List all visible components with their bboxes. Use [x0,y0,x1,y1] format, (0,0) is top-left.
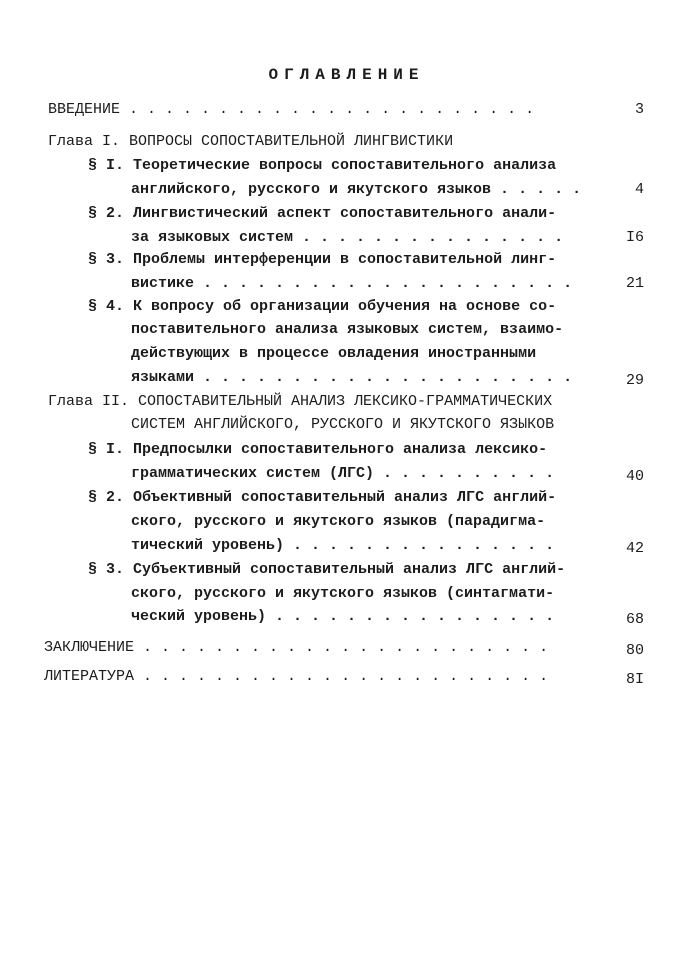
toc-entry-label: ВВЕДЕНИЕ [48,101,121,118]
toc-section-line: § 3. Субъективный сопоставительный анализ ЛГС англий- [88,561,566,578]
leader-dots: . . . . . . . . . . . . . . . . . . . . . . . [143,668,549,685]
leader-dots: . . . . . . . . . . . . . . . . . . . . . . . [143,639,549,656]
leader-dots: . . . . . . . . . . . . . . . . . . . . . . . [129,101,535,118]
toc-entry-label: ЗАКЛЮЧЕНИЕ [44,639,135,656]
toc-entry-bibliography [44,667,548,687]
toc-section-line: § I. Предпосылки сопоставительного анализа лексико- [88,441,548,458]
toc-section-line: § 2. Лингвистический аспект сопоставительного анали- [88,205,557,222]
page-number: 3 [634,101,644,118]
chapter-heading: Глава I. ВОПРОСЫ СОПОСТАВИТЕЛЬНОЙ ЛИНГВИСТИКИ [48,133,454,150]
page-number: 29 [625,372,644,389]
toc-section-line: английского, русского и якутского языков . . . . . [131,181,582,198]
toc-section-line: ского, русского и якутского языков (парадигма- [131,513,546,530]
page-number: 8I [625,671,644,688]
toc-section-line: грамматических систем (ЛГС) . . . . . . . . . . [131,465,555,482]
toc-entry-conclusion [44,638,548,658]
page-number: 42 [625,540,644,557]
toc-section-line: действующих в процессе овладения иностранными [131,345,537,362]
toc-section-line: § I. Теоретические вопросы сопоставительного анализа [88,157,557,174]
toc-section-line: поставительного анализа языковых систем, взаимо- [131,321,564,338]
toc-entry-label: ЛИТЕРАТУРА [44,668,135,685]
page-number: 4 [634,181,644,198]
page-number: 68 [625,611,644,628]
toc-section-line: языками . . . . . . . . . . . . . . . . . . . . . [131,369,573,386]
toc-section-line: ского, русского и якутского языков (синтагмати- [131,585,555,602]
toc-entry-intro [48,100,534,120]
page-title: ОГЛАВЛЕНИЕ [268,66,425,84]
toc-section-line: ческий уровень) . . . . . . . . . . . . . . . . [131,608,555,625]
page-number: 40 [625,468,644,485]
toc-section-line: за языковых систем . . . . . . . . . . . . . . . [131,229,564,246]
page-number: I6 [625,229,644,246]
page-number: 80 [625,642,644,659]
toc-section-line: тический уровень) . . . . . . . . . . . . . . . [131,537,555,554]
chapter-heading: СИСТЕМ АНГЛИЙСКОГО, РУССКОГО И ЯКУТСКОГО ЯЗЫКОВ [131,416,555,433]
page-number: 21 [625,275,644,292]
chapter-heading: Глава II. СОПОСТАВИТЕЛЬНЫЙ АНАЛИЗ ЛЕКСИКО-ГРАММАТИЧЕСКИХ [48,393,553,410]
toc-section-line: § 3. Проблемы интерференции в сопоставительной линг- [88,251,557,268]
toc-section-line: § 4. К вопросу об организации обучения на основе со- [88,298,557,315]
toc-section-line: § 2. Объективный сопоставительный анализ ЛГС англий- [88,489,557,506]
toc-section-line: вистике . . . . . . . . . . . . . . . . . . . . . [131,275,573,292]
